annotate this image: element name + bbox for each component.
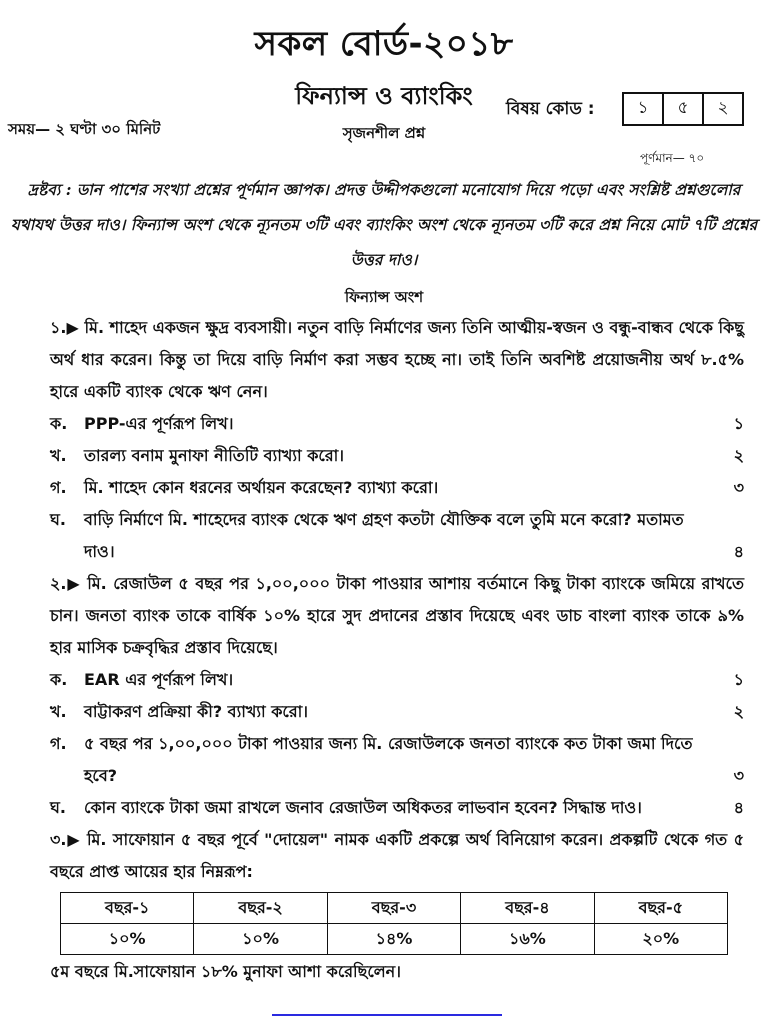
part-text: ৫ বছর পর ১,০০,০০০ টাকা পাওয়ার জন্য মি. রেজাউলকে জনতা ব্যাংকে কত টাকা জমা দিতে হবে? bbox=[84, 734, 693, 785]
question-part bbox=[50, 472, 744, 504]
question-part bbox=[50, 664, 744, 696]
table-row bbox=[61, 924, 728, 955]
part-marks: ৩ bbox=[733, 478, 744, 497]
table-cell: ১০% bbox=[61, 924, 194, 955]
page-title: সকল বোর্ড-২০১৮ bbox=[254, 24, 514, 64]
part-marks: ২ bbox=[733, 446, 744, 465]
part-letter: ঘ. bbox=[50, 510, 66, 529]
subject-title: ফিন্যান্স ও ব্যাংকিং bbox=[295, 82, 473, 110]
question-part bbox=[50, 504, 744, 568]
table-header-cell: বছর-৫ bbox=[594, 893, 727, 924]
question-stem-text: মি. রেজাউল ৫ বছর পর ১,০০,০০০ টাকা পাওয়ার আশায় বর্তমানে কিছু টাকা ব্যাংকে জমিয়ে রাখতে চান। জনতা ব্যাংক তাকে বার্ষিক ১০% হারে সুদ প্রদানের প্রস্তাব দিয়েছে এবং ডাচ বাংলা ব্যাংক তাকে ৯% হার মাসিক চক্রবৃদ্ধির প্রস্তাব দিয়েছে। bbox=[50, 574, 744, 657]
part-text: তারল্য বনাম মুনাফা নীতিটি ব্যাখ্যা করো। bbox=[84, 446, 345, 465]
part-text: EAR এর পূর্ণরূপ লিখ। bbox=[84, 670, 234, 689]
part-marks: ৪ bbox=[733, 542, 744, 561]
part-text: PPP-এর পূর্ণরূপ লিখ। bbox=[84, 414, 234, 433]
table-cell: ১৪% bbox=[327, 924, 460, 955]
part-text: বাড়ি নির্মাণে মি. শাহেদের ব্যাংক থেকে ঋণ গ্রহণ কতটা যৌক্তিক বলে তুমি মনে করো? মতামত দাও। bbox=[84, 510, 684, 561]
question-stem-text: মি. সাফোয়ান ৫ বছর পূর্বে "দোয়েল" নামক একটি প্রকল্পে অর্থ বিনিয়োগ করেন। প্রকল্পটি থেকে গত ৫ বছরে প্রাপ্ত আয়ের হার নিম্নরূপ: bbox=[50, 830, 744, 881]
question-stem-text: মি. শাহেদ একজন ক্ষুদ্র ব্যবসায়ী। নতুন বাড়ি নির্মাণের জন্য তিনি আত্মীয়-স্বজন ও বন্ধু-বান্ধব থেকে কিছু অর্থ ধার করেন। কিন্তু তা দিয়ে বাড়ি নির্মাণ করা সম্ভব হচ্ছে না। তাই তিনি অবশিষ্ট প্রয়োজনীয় অর্থ ৮.৫% হারে একটি ব্যাংক থেকে ঋণ নেন। bbox=[50, 318, 745, 401]
table-header-cell: বছর-৩ bbox=[327, 893, 460, 924]
section-title: ফিন্যান্স অংশ bbox=[344, 288, 424, 306]
part-letter: ক. bbox=[50, 414, 68, 433]
question-stem bbox=[50, 568, 744, 664]
part-letter: খ. bbox=[50, 702, 67, 721]
part-letter: গ. bbox=[50, 734, 67, 753]
question-stem bbox=[50, 824, 744, 888]
question-number: ৩.▶ bbox=[50, 830, 81, 849]
part-marks: ৩ bbox=[733, 766, 744, 785]
question-stem bbox=[50, 312, 744, 408]
part-letter: ঘ. bbox=[50, 798, 66, 817]
subject-code-boxes bbox=[622, 92, 744, 126]
table-header-cell: বছর-২ bbox=[194, 893, 327, 924]
instruction-note: দ্রষ্টব্য : ডান পাশের সংখ্যা প্রশ্নের পূর্ণমান জ্ঞাপক। প্রদত্ত উদ্দীপকগুলো মনোযোগ দিয়ে পড়ো এবং সংশ্লিষ্ট প্রশ্নগুলোর যথাযথ উত্তর দাও। ফিন্যান্স অংশ থেকে ন্যূনতম ৩টি এবং ব্যাংকিং অংশ থেকে ন্যূনতম ৩টি করে প্রশ্ন নিয়ে মোট ৭টি প্রশ্নের উত্তর দাও। bbox=[10, 180, 758, 269]
part-marks: ২ bbox=[733, 702, 744, 721]
full-marks: পূর্ণমান— ৭০ bbox=[640, 151, 705, 165]
part-text: মি. শাহেদ কোন ধরনের অর্থায়ন করেছেন? ব্যাখ্যা করো। bbox=[84, 478, 439, 497]
question-part bbox=[50, 792, 744, 824]
part-marks: ১ bbox=[733, 414, 744, 433]
part-marks: ৪ bbox=[733, 798, 744, 817]
part-text: কোন ব্যাংকে টাকা জমা রাখলে জনাব রেজাউল অধিকতর লাভবান হবেন? সিদ্ধান্ত দাও। bbox=[84, 798, 642, 817]
exam-time: সময়— ২ ঘণ্টা ৩০ মিনিট bbox=[8, 120, 161, 138]
question-type: সৃজনশীল প্রশ্ন bbox=[342, 124, 426, 142]
table-cell: ১৬% bbox=[461, 924, 594, 955]
part-letter: ক. bbox=[50, 670, 68, 689]
table-cell: ২০% bbox=[594, 924, 727, 955]
bottom-divider-line bbox=[272, 1014, 502, 1016]
question-part bbox=[50, 696, 744, 728]
questions-list bbox=[50, 312, 744, 989]
part-text: বাট্টাকরণ প্রক্রিয়া কী? ব্যাখ্যা করো। bbox=[84, 702, 309, 721]
question-number: ২.▶ bbox=[50, 574, 81, 593]
question-followup-text: ৫ম বছরে মি.সাফোয়ান ১৮% মুনাফা আশা করেছিলেন। bbox=[50, 962, 401, 981]
question-part bbox=[50, 408, 744, 440]
subject-code-digit: ২ bbox=[717, 98, 729, 118]
subject-code-digit: ১ bbox=[624, 94, 664, 124]
subject-code-digit: ৫ bbox=[664, 94, 704, 124]
table-header-cell: বছর-১ bbox=[61, 893, 194, 924]
question-number: ১.▶ bbox=[50, 318, 79, 337]
table-cell: ১০% bbox=[194, 924, 327, 955]
question-part bbox=[50, 728, 744, 792]
part-marks: ১ bbox=[733, 670, 744, 689]
return-rate-table bbox=[60, 892, 728, 955]
table-header-cell: বছর-৪ bbox=[461, 893, 594, 924]
table-header-row bbox=[61, 893, 728, 924]
part-letter: খ. bbox=[50, 446, 67, 465]
question-part bbox=[50, 440, 744, 472]
part-letter: গ. bbox=[50, 478, 67, 497]
subject-code-label: বিষয় কোড : bbox=[506, 99, 595, 119]
